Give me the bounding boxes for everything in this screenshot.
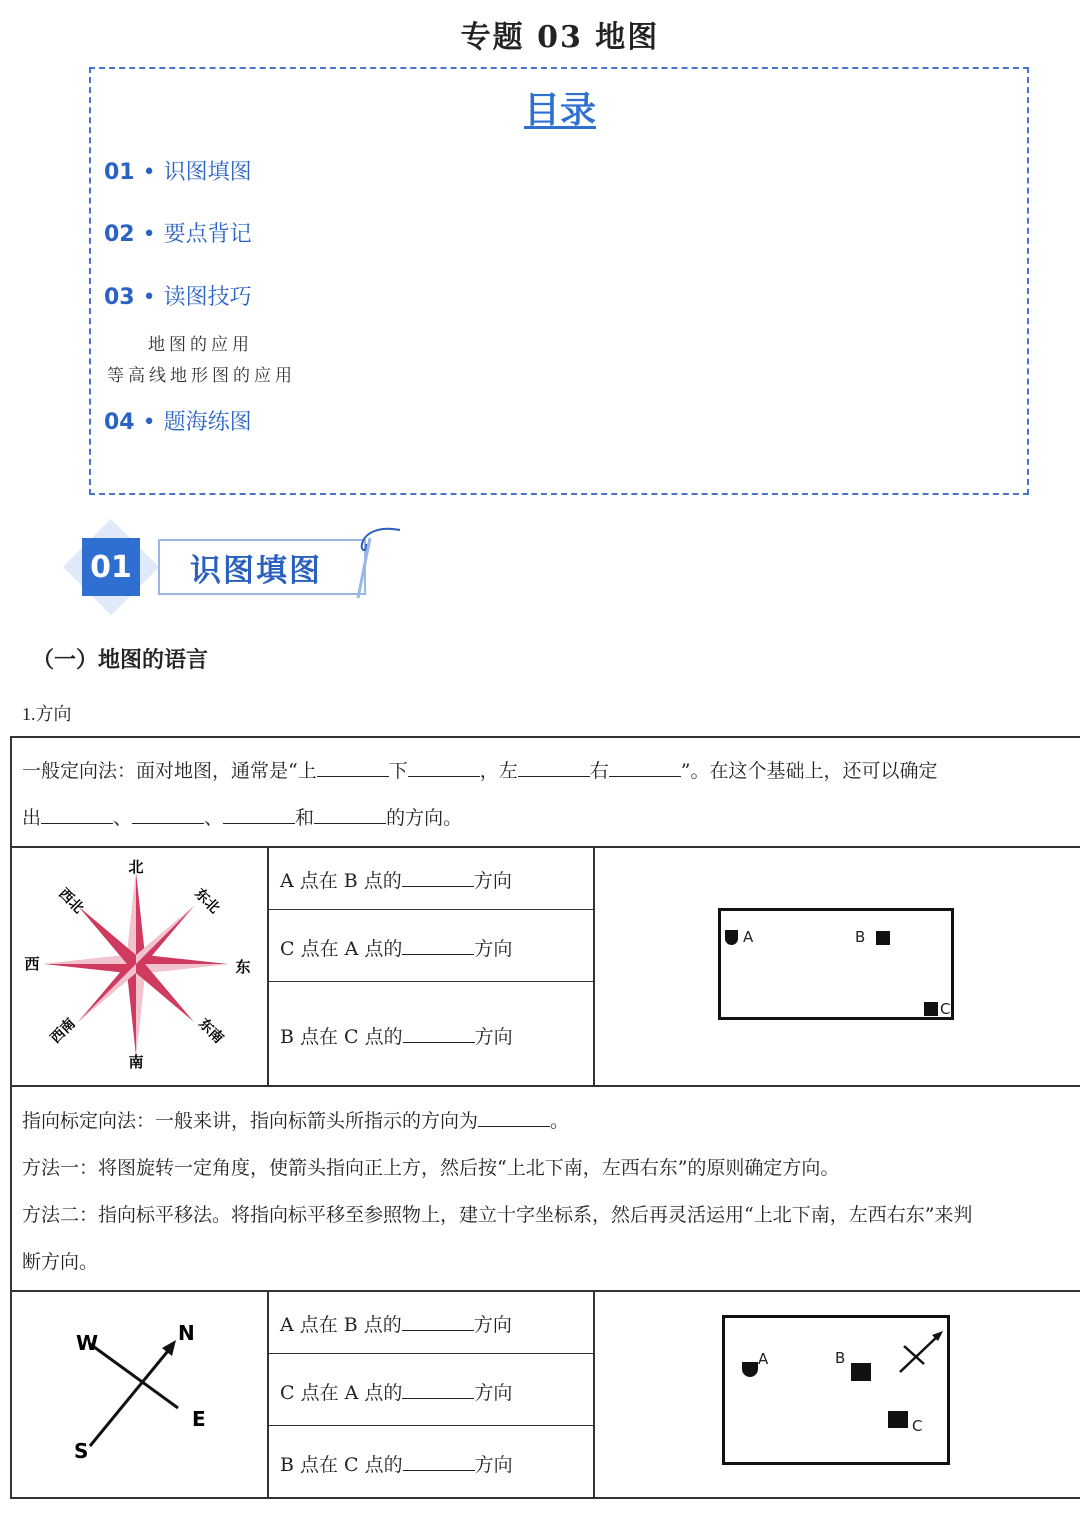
table-col-divider [593,846,595,1087]
text-segment: 右 [589,760,609,782]
table-row-divider [10,1290,1080,1292]
compass-label-n: 北 [128,858,144,876]
fill-blank[interactable] [402,936,474,955]
text-segment: 方向 [473,870,512,892]
question-c-a [280,934,512,961]
text-segment: 的方向。 [386,807,463,829]
bullet-icon: • [142,410,156,435]
section-badge-number: 01 [82,538,140,596]
compass-label-se: 东南 [195,1015,227,1047]
compass-label-sw: 西南 [47,1015,79,1047]
fill-blank[interactable] [403,1024,475,1043]
fill-blank[interactable] [518,758,590,777]
point-b-label: B [855,928,866,946]
text-segment: 方向 [474,1382,513,1404]
text-segment: 下 [388,760,408,782]
bullet-icon: • [142,160,156,185]
table-border-left [10,736,12,1499]
question-c-a-2 [280,1378,512,1405]
question-a-b-2 [280,1310,512,1337]
text-segment: B 点在 C 点的 [280,1026,403,1048]
compass-label-e: 东 [235,958,251,976]
toc-item-label: 要点背记 [163,222,252,247]
pointer-label-n: N [178,1321,195,1345]
fill-blank[interactable] [317,758,389,777]
point-b-label: B [835,1349,846,1367]
compass-label-s: 南 [128,1053,144,1071]
text-segment: 出 [22,807,42,829]
toc-subitem[interactable]: 地图的应用 [148,335,253,355]
general-orientation-text [22,756,937,783]
table-row-divider [10,1085,1080,1087]
table-border-bottom [10,1497,1080,1499]
compass-label-nw: 西北 [55,885,87,917]
question-a-b [280,866,512,893]
pointer-label-s: S [74,1439,89,1463]
text-segment: 方向 [474,1026,513,1048]
table-inner-divider [267,981,594,982]
compass-label-ne: 东北 [191,885,223,917]
compass-label-w: 西 [24,955,40,973]
point-b-marker [851,1363,871,1381]
text-segment: 、 [113,807,133,829]
table-inner-divider [267,1353,594,1354]
toc-item-02[interactable] [104,217,252,248]
fill-blank[interactable] [403,1452,475,1471]
fill-blank[interactable] [609,758,681,777]
bullet-icon: • [142,285,156,310]
text-segment: 和 [295,807,315,829]
text-segment: C 点在 A 点的 [280,938,403,960]
method-one-text: 方法一：将图旋转一定角度，使箭头指向正上方，然后按“上北下南，左西右东”的原则确定方向。 [22,1157,840,1179]
toc-item-number: 01 [104,160,135,185]
table-inner-divider [267,909,594,910]
compass-rose-icon [18,852,262,1082]
point-c-marker [924,1002,938,1016]
section-badge-label: 识图填图 [158,539,366,595]
ribbon-deco-icon [340,522,404,602]
text-segment: 、 [204,807,224,829]
fill-blank[interactable] [314,805,386,824]
fill-blank[interactable] [402,1312,474,1331]
subsection-title: 1.方向 [22,704,72,724]
text-segment: 一般定向法：面对地图，通常是“上 [22,760,317,782]
toc-item-label: 题海练图 [163,410,252,435]
table-border-top [10,736,1080,738]
fill-blank[interactable] [408,758,480,777]
table-row-divider [10,846,1080,848]
text-segment: C 点在 A 点的 [280,1382,403,1404]
point-b-marker [876,931,890,945]
pointer-label-w: W [76,1331,99,1355]
text-segment: A 点在 B 点的 [280,870,402,892]
fill-blank[interactable] [223,805,295,824]
point-c-label: C [940,1000,951,1018]
text-segment: 方向 [473,1314,512,1336]
north-arrow-icon [894,1328,948,1378]
text-segment: 。 [550,1110,570,1132]
text-segment: 方向 [474,938,513,960]
text-segment: A 点在 B 点的 [280,1314,402,1336]
pointer-label-e: E [192,1407,206,1431]
table-col-divider [267,846,269,1087]
text-segment: 方向 [474,1454,513,1476]
section-heading: （一）地图的语言 [32,647,209,673]
fill-blank[interactable] [41,805,113,824]
text-segment: B 点在 C 点的 [280,1454,403,1476]
document-title: 专题 03 地图 [460,20,660,55]
toc-item-01[interactable] [104,155,252,186]
toc-item-03[interactable] [104,280,252,311]
fill-blank[interactable] [478,1108,550,1127]
text-segment: ”。在这个基础上，还可以确定 [680,760,938,782]
table-col-divider [593,1290,595,1499]
general-orientation-text-line2 [22,803,462,830]
toc-subitem[interactable]: 等高线地形图的应用 [107,366,296,386]
toc-heading: 目录 [523,90,596,131]
point-c-label: C [912,1417,923,1435]
point-a-label: A [743,928,754,946]
pointer-orientation-text [22,1106,569,1133]
method-two-text: 方法二：指向标平移法。将指向标平移至参照物上，建立十字坐标系，然后再灵活运用“上北下南，左西右东”来判 [22,1204,973,1226]
point-c-marker [888,1411,908,1428]
point-a-marker [725,930,738,945]
toc-item-04[interactable] [104,405,252,436]
toc-item-label: 识图填图 [163,160,252,185]
table-inner-divider [267,1425,594,1426]
fill-blank[interactable] [402,868,474,887]
table-col-divider [267,1290,269,1499]
map-diagram-1 [718,908,954,1020]
text-segment: 指向标定向法：一般来讲，指向标箭头所指示的方向为 [22,1110,479,1132]
toc-item-number: 04 [104,410,135,435]
toc-item-number: 02 [104,222,135,247]
toc-item-number: 03 [104,285,135,310]
point-a-label: A [758,1350,769,1368]
bullet-icon: • [142,222,156,247]
text-segment: ，左 [479,760,518,782]
question-b-c-2 [280,1450,513,1477]
toc-item-label: 读图技巧 [163,285,252,310]
method-two-text-cont: 断方向。 [22,1251,99,1273]
north-arrow-icon [60,1310,230,1470]
fill-blank[interactable] [402,1380,474,1399]
fill-blank[interactable] [132,805,204,824]
question-b-c [280,1022,513,1049]
